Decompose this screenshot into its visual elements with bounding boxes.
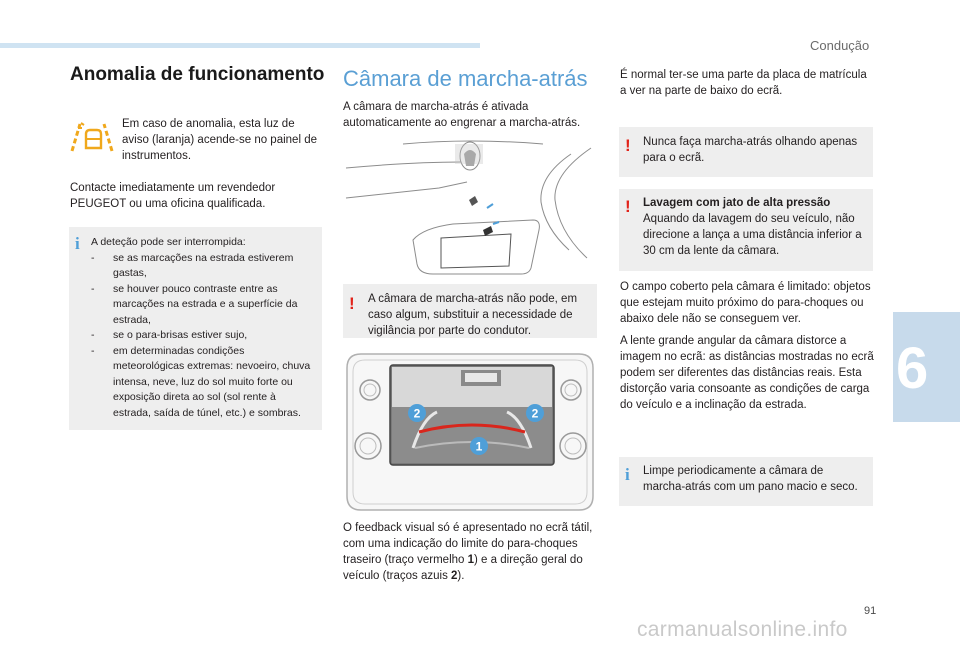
feedback-text	[343, 520, 598, 584]
field-limit-text: O campo coberto pela câmara é limitado: objetos que estejam muito próximo do para-choques ou abaixo dele não se conseguem ver.	[620, 281, 871, 325]
feedback-part: O feedback visual só é apresentado no ecrã tátil, com uma indicação do limite do para-choques traseiro (traço vermelho	[343, 522, 593, 566]
warning-text: Nunca faça marcha-atrás olhando apenas para o ecrã.	[643, 136, 858, 164]
driver-vigilance-warning	[343, 284, 597, 338]
feedback-part: ) e a direção geral do veículo (traços azuis	[343, 554, 583, 582]
info-icon: i	[75, 234, 80, 253]
list-item: - se o para-brisas estiver sujo,	[91, 328, 314, 344]
warning-text: A câmara de marcha-atrás não pode, em caso algum, substituir a necessidade de vigilância por parte do condutor.	[368, 293, 578, 337]
info-text: Limpe periodicamente a câmara de marcha-atrás com um pano macio e seco.	[643, 465, 858, 493]
info-intro: A deteção pode ser interrompida:	[91, 236, 246, 248]
blue-trace-label: 2	[531, 406, 539, 421]
warning-text: Aquando da lavagem do seu veículo, não direcione a lança a uma distância inferior a 30 cm da lente da câmara.	[643, 213, 862, 257]
blue-trace-label: 2	[413, 406, 421, 421]
anomaly-text: Em caso de anomalia, esta luz de aviso (laranja) acende-se no painel de instrumentos.	[122, 118, 317, 162]
camera-intro-text: A câmara de marcha-atrás é ativada automaticamente ao engrenar a marcha-atrás.	[343, 101, 581, 129]
red-trace-label: 1	[475, 439, 483, 454]
feedback-ref: 1	[467, 554, 475, 566]
section-title: Condução	[810, 38, 870, 53]
warning-icon: !	[349, 294, 355, 313]
touchscreen-camera-view-illustration	[343, 348, 597, 514]
plate-note-text: É normal ter-se uma parte da placa de matrícula a ver na parte de baixo do ecrã.	[620, 69, 867, 97]
chapter-number: 6	[896, 336, 929, 401]
reverse-screen-warning	[619, 127, 873, 177]
info-list	[91, 251, 314, 422]
list-item: - se as marcações na estrada estiverem gastas,	[91, 251, 314, 282]
detection-info-box	[69, 227, 322, 430]
warning-title: Lavagem com jato de alta pressão	[643, 197, 831, 209]
camera-heading: Câmara de marcha-atrás	[343, 66, 588, 91]
list-item: - em determinadas condições meteorológicas extremas: nevoeiro, chuva intensa, neve, luz do sol muito forte ou exposição direta ao sol (sol rente à estrada, saída de túnel, etc.) e sombras.	[91, 344, 314, 422]
warning-icon: !	[625, 136, 631, 155]
cleaning-info-box	[619, 457, 873, 506]
watermark: carmanualsonline.info	[637, 618, 848, 641]
warning-icon: !	[625, 197, 631, 216]
lens-distortion-text: A lente grande angular da câmara distorce a imagem no ecrã: as distâncias mostradas no ecrã podem ser diferentes das distâncias reais. Esta distorção varia consoante as condições de carga do veículo e a inclinação da estrada.	[620, 335, 874, 411]
feedback-ref: 2	[451, 570, 458, 582]
contact-text: Contacte imediatamente um revendedor PEUGEOT ou uma oficina qualificada.	[70, 182, 276, 210]
list-item: - se houver pouco contraste entre as marcações na estrada e a superfície da estrada,	[91, 282, 314, 329]
anomaly-heading: Anomalia de funcionamento	[70, 64, 325, 85]
feedback-part: ).	[457, 570, 465, 582]
pressure-wash-warning	[619, 189, 873, 271]
car-rear-camera-illustration	[343, 140, 597, 276]
lane-departure-warning-icon	[70, 122, 114, 152]
page-number: 91	[864, 605, 877, 617]
info-icon: i	[625, 465, 630, 484]
header-bar	[0, 43, 480, 48]
